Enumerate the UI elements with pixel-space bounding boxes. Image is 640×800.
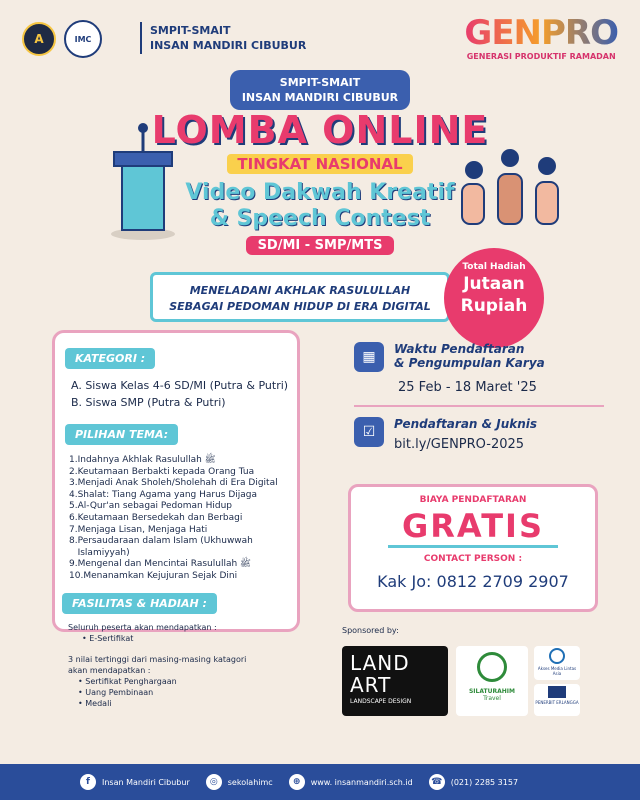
- schedule-title-line1: Waktu Pendaftaran: [394, 342, 525, 356]
- facilities-top-item-text: Uang Pembinaan: [85, 688, 154, 697]
- category-item: B. Siswa SMP (Putra & Putri): [71, 396, 226, 409]
- sponsor-akses-media: [534, 646, 580, 680]
- erlangga-name: PENERBIT ERLANGGA: [535, 700, 579, 705]
- school-name: [150, 23, 306, 53]
- footer-phone-text: (021) 2285 3157: [450, 777, 519, 787]
- land-art-line2: ART: [350, 673, 392, 697]
- school-name-line1: SMPIT-SMAIT: [150, 24, 231, 37]
- theme-item: 4.Shalat: Tiang Agama yang Harus Dijaga: [69, 489, 258, 500]
- genpro-subtitle: GENERASI PRODUKTIF RAMADAN: [466, 52, 616, 61]
- theme-banner-line2: SEBAGAI PEDOMAN HIDUP DI ERA DIGITAL: [169, 300, 431, 313]
- organizer-ribbon-line2: INSAN MANDIRI CIBUBUR: [241, 91, 399, 104]
- details-card: [52, 330, 300, 632]
- sponsor-silaturahim: [456, 646, 528, 716]
- fee-label: BIAYA PENDAFTARAN: [419, 495, 527, 505]
- school-logo-1: A: [22, 22, 56, 56]
- registration-link[interactable]: bit.ly/GENPRO-2025: [394, 437, 525, 452]
- facilities-top-item: • Medali: [78, 699, 112, 708]
- facilities-intro: Seluruh peserta akan mendapatkan :: [68, 623, 217, 632]
- fee-underline: [388, 545, 558, 548]
- hero-title-block: [130, 108, 510, 255]
- facilities-top-intro: [68, 654, 302, 676]
- silaturahim-name: SILATURAHIM: [468, 688, 515, 695]
- theme-item: Islamiyyah): [69, 547, 130, 558]
- genpro-brand: [464, 14, 618, 52]
- fee-card: [348, 484, 598, 612]
- info-divider: [354, 405, 604, 407]
- erlangga-icon: [548, 686, 566, 698]
- akses-media-icon: [549, 648, 565, 664]
- hero-subtitle: TINGKAT NASIONAL: [227, 154, 412, 174]
- theme-item: 5.Al-Qur'an sebagai Pedoman Hidup: [69, 501, 233, 512]
- contest-name-line1: Video Dakwah Kreatif: [185, 180, 455, 205]
- prize-value-line1: Jutaan: [463, 274, 525, 294]
- facilities-all-item: • E-Sertifikat: [82, 634, 134, 643]
- theme-banner-line1: MENELADANI AKHLAK RASULULLAH: [189, 284, 411, 297]
- prize-value-line2: Rupiah: [460, 296, 528, 316]
- info-panel: [354, 342, 604, 452]
- prize-badge: [444, 248, 544, 348]
- facilities-section: [62, 592, 302, 709]
- sponsored-label: Sponsored by:: [342, 626, 399, 635]
- footer-website[interactable]: [289, 774, 413, 790]
- sponsor-land-art: [342, 646, 448, 716]
- facilities-all-item-text: E-Sertifikat: [89, 634, 134, 643]
- facilities-top-intro-line2: akan mendapatkan :: [68, 666, 151, 675]
- contact-value[interactable]: Kak Jo: 0812 2709 2907: [377, 572, 569, 591]
- genpro-logo: [464, 14, 618, 61]
- clipboard-icon: ☑: [354, 417, 384, 447]
- schedule-value: 25 Feb - 18 Maret '25: [398, 380, 537, 395]
- sponsor-erlangga: [534, 684, 580, 716]
- theme-item: 6.Keutamaan Bersedekah dan Berbagi: [69, 512, 243, 523]
- social-icon: f: [80, 774, 96, 790]
- hero-title: LOMBA ONLINE: [151, 108, 489, 152]
- level-badge: SD/MI - SMP/MTS: [246, 236, 395, 255]
- theme-item: 9.Mengenal dan Mencintai Rasulullah ﷺ: [69, 559, 251, 570]
- land-art-line1: LAND: [350, 651, 410, 675]
- land-art-sub: LANDSCAPE DESIGN: [350, 698, 412, 705]
- school-logo-2: IMC: [64, 20, 102, 58]
- footer-social[interactable]: [80, 774, 190, 790]
- contest-name: [130, 180, 510, 232]
- footer-social-text: Insan Mandiri Cibubur: [102, 777, 190, 787]
- footer-instagram-text: sekolahimc: [227, 777, 273, 787]
- calendar-icon: ▦: [354, 342, 384, 372]
- instagram-icon: ◎: [206, 774, 222, 790]
- facilities-top-item: • Sertifikat Penghargaan: [78, 677, 177, 686]
- theme-item: 7.Menjaga Lisan, Menjaga Hati: [69, 524, 208, 535]
- contest-name-line2: & Speech Contest: [209, 206, 431, 231]
- globe-icon: ⊕: [289, 774, 305, 790]
- category-heading: KATEGORI :: [65, 348, 155, 369]
- silaturahim-icon: [477, 652, 507, 682]
- theme-banner: [150, 272, 450, 322]
- footer-phone[interactable]: [429, 774, 518, 790]
- theme-item: 1.Indahnya Akhlak Rasulullah ﷺ: [69, 455, 216, 465]
- contact-label: CONTACT PERSON :: [423, 554, 523, 564]
- footer-instagram[interactable]: [206, 774, 273, 790]
- registration-row: [354, 417, 604, 452]
- theme-item: 3.Menjadi Anak Sholeh/Sholehah di Era Digital: [69, 478, 278, 489]
- akses-media-name: Akses Media Lintas Asia: [537, 666, 577, 676]
- registration-title: Pendaftaran & Juknis: [394, 417, 538, 431]
- facilities-top-intro-line1: 3 nilai tertinggi dari masing-masing katagori: [68, 655, 247, 664]
- header-divider: [140, 22, 142, 54]
- facilities-heading: FASILITAS & HADIAH :: [62, 593, 217, 614]
- theme-item: 8.Persaudaraan dalam Islam (Ukhuwwah: [69, 536, 253, 547]
- phone-icon: ☎: [429, 774, 445, 790]
- silaturahim-sub: Travel: [483, 695, 501, 702]
- facilities-top-item-text: Sertifikat Penghargaan: [85, 677, 177, 686]
- organizer-ribbon-line1: SMPIT-SMAIT: [279, 76, 361, 89]
- school-name-line2: INSAN MANDIRI CIBUBUR: [150, 39, 307, 52]
- schedule-title-line2: & Pengumpulan Karya: [394, 356, 545, 370]
- category-item: A. Siswa Kelas 4-6 SD/MI (Putra & Putri): [71, 379, 289, 392]
- footer-bar: [0, 764, 640, 800]
- theme-item: 10.Menanamkan Kejujuran Sejak Dini: [69, 570, 238, 581]
- prize-label: Total Hadiah: [462, 262, 526, 272]
- theme-heading: PILIHAN TEMA:: [65, 424, 178, 445]
- facilities-top-item-text: Medali: [85, 699, 112, 708]
- organizer-ribbon: [230, 70, 410, 110]
- schedule-row: [354, 342, 604, 372]
- facilities-top-item: • Uang Pembinaan: [78, 688, 154, 697]
- footer-website-text: www. insanmandiri.sch.id: [310, 777, 413, 787]
- fee-value: GRATIS: [402, 507, 544, 545]
- theme-item: 2.Keutamaan Berbakti kepada Orang Tua: [69, 466, 255, 477]
- genpro-brand-text: GENPRO: [464, 13, 618, 53]
